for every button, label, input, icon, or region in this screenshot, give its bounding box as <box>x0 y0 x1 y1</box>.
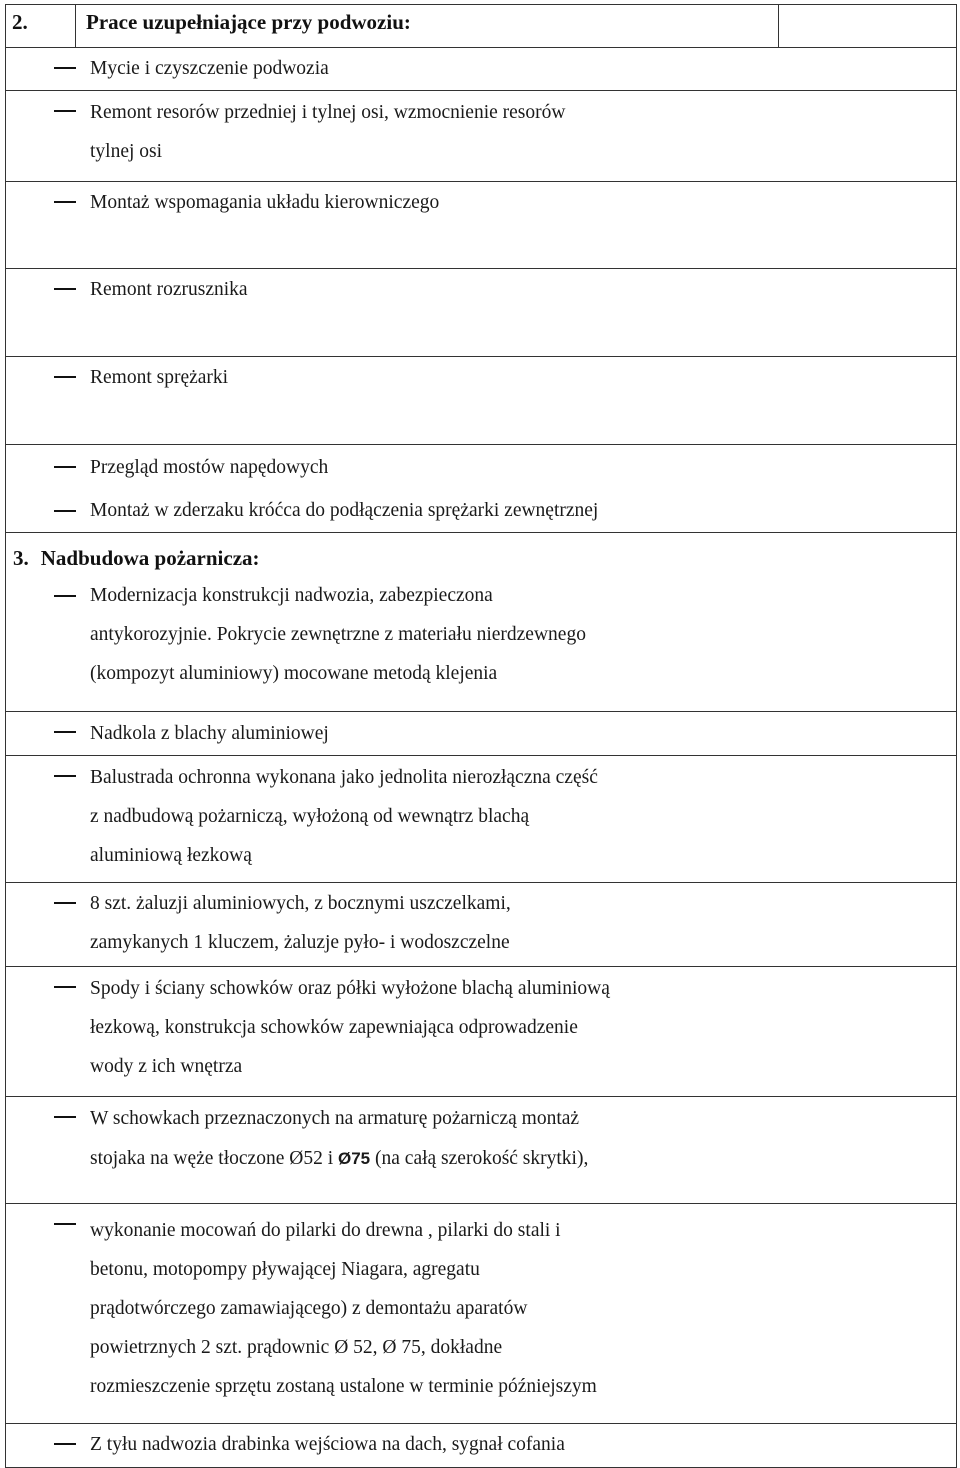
empty-cell <box>779 883 957 967</box>
table-row <box>6 269 957 357</box>
dash-bullet-icon <box>54 1223 76 1225</box>
list-item: Montaż wspomagania układu kierowniczego <box>6 182 779 222</box>
empty-cell <box>779 712 957 756</box>
item-cell: Remont resorów przedniej i tylnej osi, wzmocnienie resorów tylnej osi <box>6 91 779 182</box>
empty-cell <box>779 1097 957 1204</box>
dash-bullet-icon <box>54 731 76 733</box>
dash-bullet-icon <box>54 466 76 468</box>
empty-cell <box>779 5 957 48</box>
table-row <box>6 357 957 445</box>
empty-cell <box>779 1204 957 1424</box>
empty-cell <box>779 533 957 712</box>
section-title: Prace uzupełniające przy podwoziu: <box>86 10 411 34</box>
empty-cell <box>779 756 957 883</box>
item-cell: Spody i ściany schowków oraz półki wyłożone blachą aluminiową łezkową, konstrukcja schowków zapewniająca odprowadzenie wody z ich wnętrza <box>6 967 779 1097</box>
item-cell <box>6 269 779 357</box>
empty-cell <box>779 967 957 1097</box>
dash-bullet-icon <box>54 775 76 777</box>
list-item: Modernizacja konstrukcji nadwozia, zabezpieczona <box>6 576 779 615</box>
list-item: Remont resorów przedniej i tylnej osi, wzmocnienie resorów <box>6 91 779 132</box>
section-number-cell <box>6 5 76 48</box>
empty-cell <box>779 91 957 182</box>
dash-bullet-icon <box>54 902 76 904</box>
dash-bullet-icon <box>54 986 76 988</box>
item-cell <box>6 445 779 533</box>
table-row <box>6 883 957 967</box>
table-row <box>6 1097 957 1204</box>
list-item: wykonanie mocowań do pilarki do drewna , pilarki do stali i <box>6 1204 779 1250</box>
dash-bullet-icon <box>54 1443 76 1445</box>
item-cell: wykonanie mocowań do pilarki do drewna , pilarki do stali i betonu, motopompy pływającej Niagara, agregatu prądotwórczego zamawiającego) z demontażu aparatów powietrznych 2 szt. prądownic Ø 52, Ø 75, dokładne rozmieszczenie sprzętu zostaną ustalone w terminie późniejszym <box>6 1204 779 1424</box>
list-item: Przegląd mostów napędowych <box>6 445 779 489</box>
list-item: Balustrada ochronna wykonana jako jednolita nierozłączna część <box>6 756 779 797</box>
dash-bullet-icon <box>54 288 76 290</box>
section-header-row <box>6 5 957 48</box>
list-item: W schowkach przeznaczonych na armaturę pożarniczą montaż <box>6 1097 779 1138</box>
section-header-row <box>6 533 957 712</box>
dash-bullet-icon <box>54 110 76 112</box>
empty-cell <box>779 182 957 269</box>
item-cell: W schowkach przeznaczonych na armaturę pożarniczą montaż stojaka na węże tłoczone Ø52 i Ø75 (na całą szerokość skrytki), <box>6 1097 779 1204</box>
item-cell <box>6 182 779 269</box>
table-row <box>6 712 957 756</box>
section-number: 2. <box>12 10 28 34</box>
table-row <box>6 445 957 533</box>
table-row <box>6 182 957 269</box>
empty-cell <box>779 445 957 533</box>
specification-table <box>5 4 957 1468</box>
table-row <box>6 756 957 883</box>
section-heading: 3. Nadbudowa pożarnicza: <box>13 546 260 570</box>
item-cell <box>6 48 779 91</box>
dash-bullet-icon <box>54 595 76 597</box>
dash-bullet-icon <box>54 201 76 203</box>
list-item: Remont sprężarki <box>6 357 779 397</box>
item-cell <box>6 712 779 756</box>
dash-bullet-icon <box>54 510 76 512</box>
list-item: Nadkola z blachy aluminiowej <box>6 712 779 753</box>
empty-cell <box>779 357 957 445</box>
section-title-cell <box>76 5 779 48</box>
empty-cell <box>779 48 957 91</box>
table-row <box>6 1424 957 1468</box>
table-row <box>6 48 957 91</box>
item-cell: 3. Nadbudowa pożarnicza: Modernizacja konstrukcji nadwozia, zabezpieczona antykorozyjnie. Pokrycie zewnętrzne z materiału nierdzewnego (kompozyt aluminiowy) mocowane metodą klejenia <box>6 533 779 712</box>
item-cell <box>6 357 779 445</box>
list-item: Montaż w zderzaku króćca do podłączenia sprężarki zewnętrznej <box>6 489 779 532</box>
item-cell: Balustrada ochronna wykonana jako jednolita nierozłączna część z nadbudową pożarniczą, wyłożoną od wewnątrz blachą aluminiową łezkową <box>6 756 779 883</box>
dash-bullet-icon <box>54 67 76 69</box>
list-item: Z tyłu nadwozia drabinka wejściowa na dach, sygnał cofania <box>6 1424 779 1464</box>
empty-cell <box>779 269 957 357</box>
dash-bullet-icon <box>54 376 76 378</box>
dash-bullet-icon <box>54 1116 76 1118</box>
item-cell <box>6 1424 779 1468</box>
diameter-75-label: Ø75 <box>338 1149 371 1168</box>
table-row <box>6 91 957 182</box>
list-item: Remont rozrusznika <box>6 269 779 309</box>
table-row <box>6 967 957 1097</box>
list-item: 8 szt. żaluzji aluminiowych, z bocznymi uszczelkami, <box>6 883 779 923</box>
item-cell: 8 szt. żaluzji aluminiowych, z bocznymi uszczelkami, zamykanych 1 kluczem, żaluzje pyło- i wodoszczelne <box>6 883 779 967</box>
list-item: Spody i ściany schowków oraz półki wyłożone blachą aluminiową <box>6 967 779 1008</box>
table-row <box>6 1204 957 1424</box>
empty-cell <box>779 1424 957 1468</box>
list-item: Mycie i czyszczenie podwozia <box>6 48 779 88</box>
